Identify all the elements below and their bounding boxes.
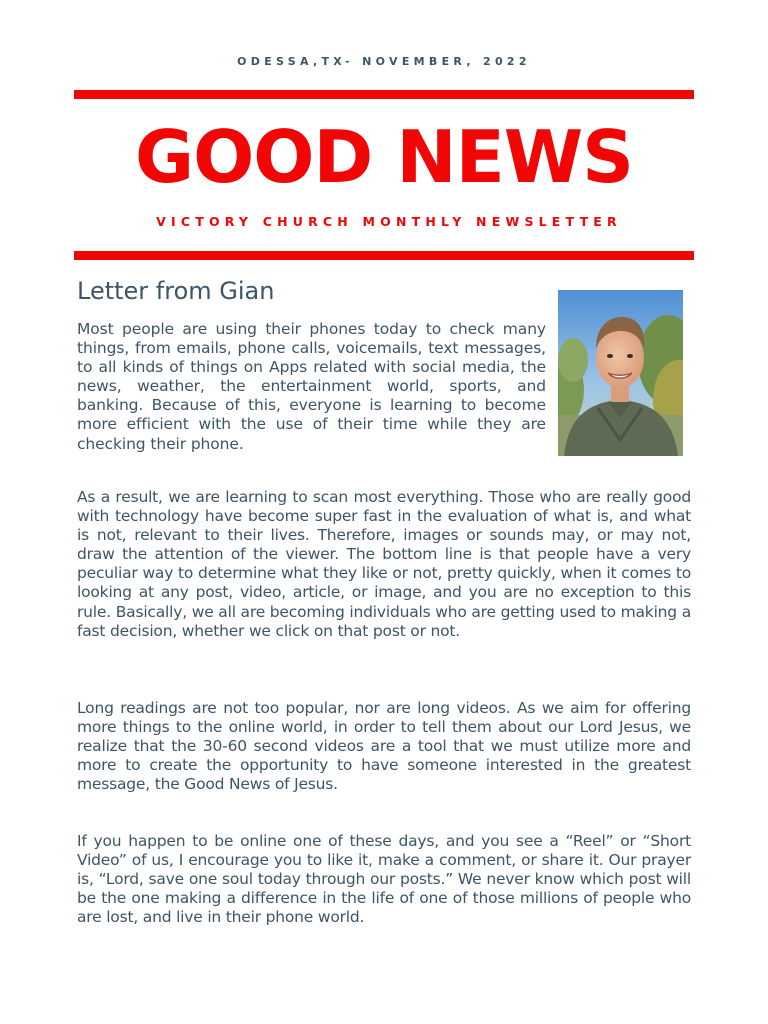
letter-title: Letter from Gian	[77, 277, 275, 305]
letter-paragraph-1: Most people are using their phones today to check many things, from emails, phone calls, voicemails, text messages, to all kinds of things on Apps related with social media, the news, weather, the entertainment world, sports, and banking. Because of this, everyone is learning to become more efficient with the use of their time while they are checking their phone.	[77, 320, 546, 453]
newsletter-subtitle: VICTORY CHURCH MONTHLY NEWSLETTER	[156, 214, 622, 229]
letter-paragraph-4: If you happen to be online one of these days, and you see a “Reel” or “Short Video” of us, I encourage you to like it, make a comment, or share it. Our prayer is, “Lord, save one soul today through our posts.” We never know which post will be the one making a difference in the life of one of those millions of people who are lost, and live in their phone world.	[77, 832, 691, 927]
letter-paragraph-3: Long readings are not too popular, nor are long videos. As we aim for offering more things to the online world, in order to tell them about our Lord Jesus, we realize that the 30-60 second videos are a tool that we must utilize more and more to create the opportunity to have someone interested in the greatest message, the Good News of Jesus.	[77, 699, 691, 794]
top-divider	[74, 90, 694, 99]
letter-paragraph-2: As a result, we are learning to scan most everything. Those who are really good with technology have become super fast in the evaluation of what is, and what is not, relevant to their lives. Therefore, images or sounds may, or may not, draw the attention of the viewer. The bottom line is that people have a very peculiar way to determine what they like or not, pretty quickly, when it comes to looking at any post, video, article, or image, and you are no exception to this rule. Basically, we all are becoming individuals who are getting used to making a fast decision, whether we click on that post or not.	[77, 488, 691, 640]
author-photo	[558, 290, 683, 456]
dateline: ODESSA,TX- NOVEMBER, 2022	[237, 55, 531, 68]
masthead-title: GOOD NEWS	[134, 115, 634, 199]
bottom-divider	[74, 251, 694, 260]
